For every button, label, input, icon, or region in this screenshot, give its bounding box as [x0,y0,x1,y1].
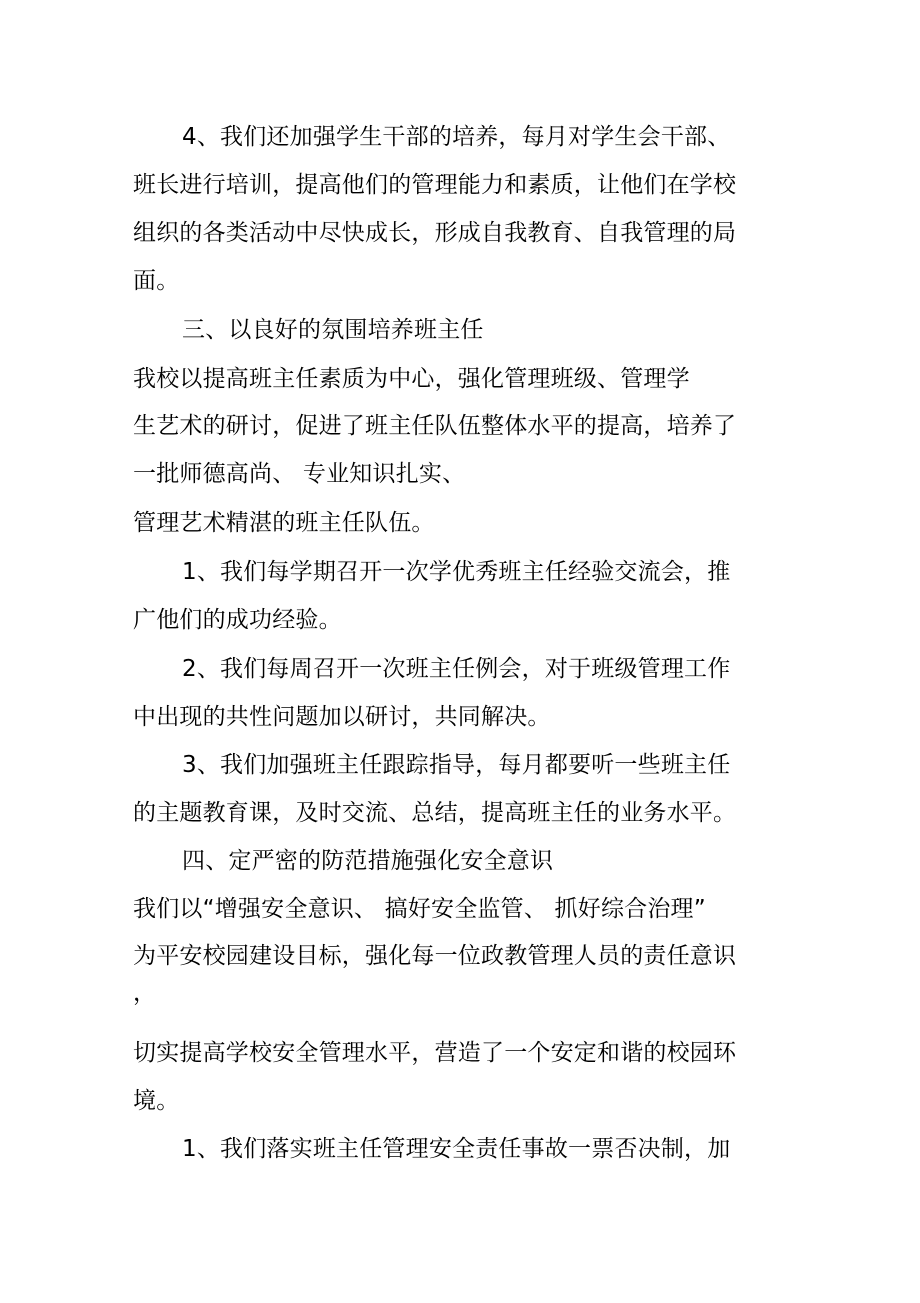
paragraph-line: 4、我们还加强学生干部的培养，每月对学生会干部、 [182,124,731,150]
paragraph-line: 1、我们落实班主任管理安全责任事故一票否决制，加 [182,1136,731,1162]
paragraph-line: 中出现的共性问题加以研讨，共同解决。 [133,704,551,730]
paragraph-line: 2、我们每周召开一次班主任例会，对于班级管理工作 [182,656,731,682]
paragraph-line: 为平安校园建设目标，强化每一位政教管理人员的责任意识 [133,943,737,969]
paragraph-line: 广他们的成功经验。 [133,607,342,633]
paragraph-line: 我校以提高班主任素质为中心，强化管理班级、管理学 [133,366,690,392]
paragraph-line: 生艺术的研讨，促进了班主任队伍整体水平的提高，培养了 [133,413,737,439]
paragraph-line: 管理艺术精湛的班主任队伍。 [133,510,435,536]
paragraph-line: 切实提高学校安全管理水平，营造了一个安定和谐的校园环 [133,1040,737,1066]
paragraph-line: 组织的各类活动中尽快成长，形成自我教育、自我管理的局 [133,220,737,246]
paragraph-line: 我们以“增强安全意识、 搞好安全监管、 抓好综合治理” [133,896,706,922]
section-heading: 三、以良好的氛围培养班主任 [182,317,484,343]
paragraph-line: 面。 [133,268,180,294]
paragraph-line: ， [133,980,157,1006]
paragraph-line: 的主题教育课，及时交流、总结，提高班主任的业务水平。 [133,800,737,826]
paragraph-line: 3、我们加强班主任跟踪指导，每月都要听一些班主任 [182,752,731,778]
paragraph-line: 境。 [133,1088,180,1114]
section-heading: 四、定严密的防范措施强化安全意识 [182,848,554,874]
paragraph-line: 班长进行培训，提高他们的管理能力和素质，让他们在学校 [133,172,737,198]
paragraph-line: 一批师德高尚、 专业知识扎实、 [133,461,466,487]
paragraph-line: 1、我们每学期召开一次学优秀班主任经验交流会，推 [182,559,731,585]
